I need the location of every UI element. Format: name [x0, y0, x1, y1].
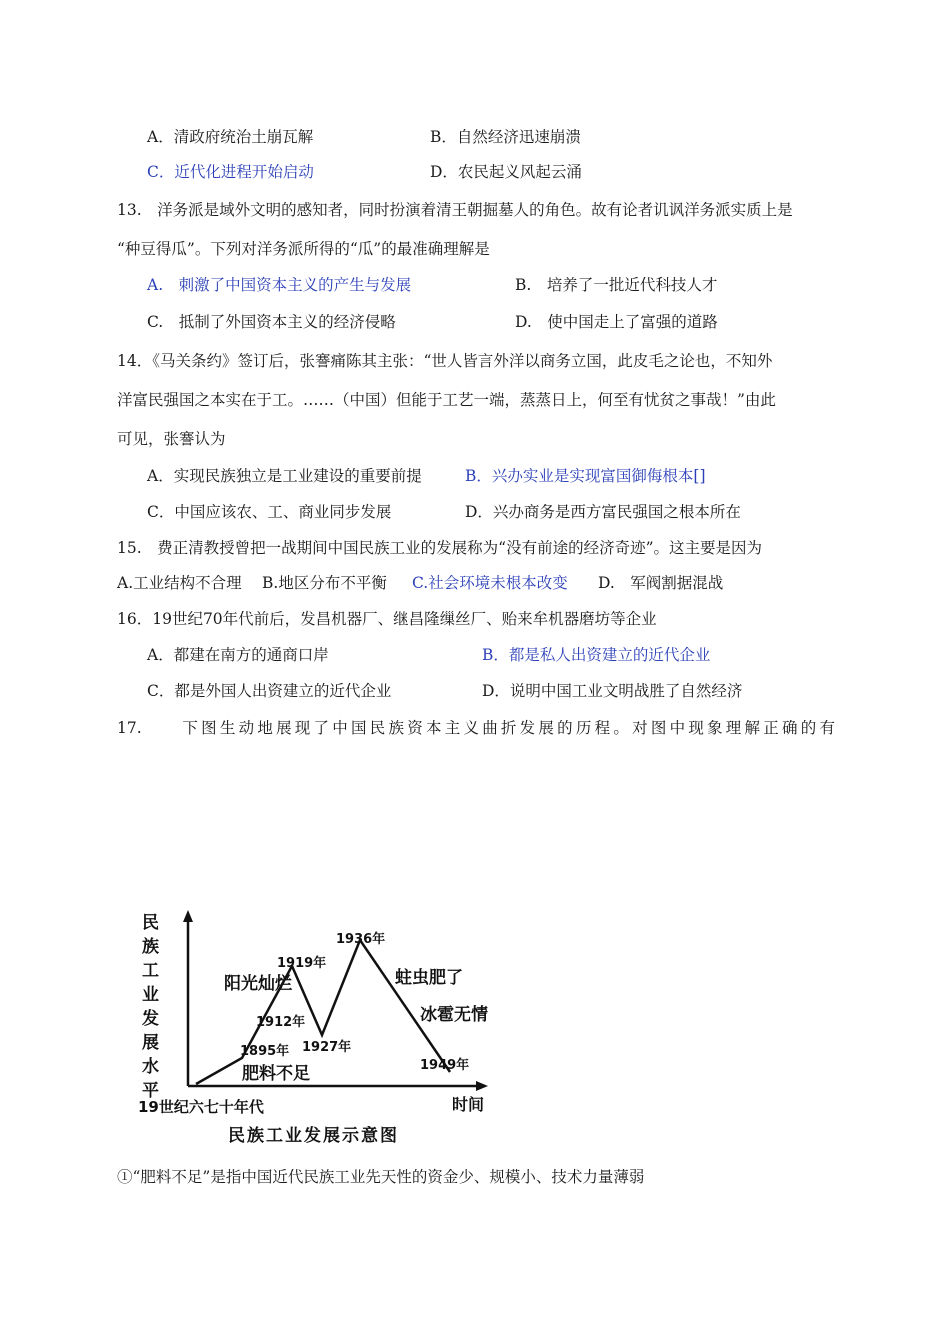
q17-stem: 17. 下图生动地展现了中国民族资本主义曲折发展的历程。对图中现象理解正确的有 [117, 719, 835, 737]
y-axis-char: 业 [142, 985, 159, 1005]
annotation-fertilizer: 肥料不足 [242, 1064, 310, 1084]
q16-option-c: C．都是外国人出资建立的近代企业 [147, 682, 392, 700]
q16-option-a: A．都建在南方的通商口岸 [147, 646, 329, 664]
x-axis-label: 时间 [452, 1095, 485, 1114]
industry-development-figure [132, 898, 524, 1153]
q13-option-a: A. 刺激了中国资本主义的产生与发展 [147, 276, 412, 294]
q13-stem-line1: 13. 洋务派是域外文明的感知者，同时扮演着清王朝掘墓人的角色。故有论者讥讽洋务派实质上是 [117, 201, 793, 219]
q14-option-c: C．中国应该农、工、商业同步发展 [147, 503, 392, 521]
annotation-sunshine: 阳光灿烂 [224, 974, 292, 994]
q14-stem-line3: 可见，张謇认为 [117, 430, 226, 448]
q15-option-c: C.社会环境未根本改变 [412, 574, 568, 592]
q13-stem-line2: “种豆得瓜”。下列对洋务派所得的“瓜”的最准确理解是 [117, 240, 490, 258]
y-axis-char: 水 [142, 1057, 159, 1077]
q12-option-b: B．自然经济迅速崩溃 [430, 128, 581, 146]
q12-option-c: C．近代化进程开始启动 [147, 163, 314, 181]
point-label-1895: 1895年 [240, 1044, 290, 1059]
y-axis-char: 发 [142, 1009, 159, 1029]
q15-stem: 15. 费正清教授曾把一战期间中国民族工业的发展称为“没有前途的经济奇迹”。这主要是因为 [117, 539, 763, 557]
point-label-1936: 1936年 [336, 932, 386, 947]
q15-option-b: B.地区分布不平衡 [262, 574, 387, 592]
q15-option-d: D. 军阀割据混战 [598, 574, 724, 592]
x-axis-arrow-icon [476, 1081, 488, 1091]
q12-option-d: D．农民起义风起云涌 [430, 163, 582, 181]
x-axis-origin-label: 19世纪六七十年代 [138, 1098, 264, 1116]
point-label-1912: 1912年 [256, 1015, 306, 1030]
q14-stem-line1: 14．《马关条约》签订后，张謇痛陈其主张：“世人皆言外洋以商务立国，此皮毛之论也，不知外 [117, 352, 773, 370]
y-axis-label [141, 913, 159, 1101]
point-label-1949: 1949年 [420, 1058, 470, 1073]
annotation-hail: 冰雹无情 [420, 1005, 488, 1025]
q15-option-a: A.工业结构不合理 [117, 574, 242, 592]
q13-option-b: B. 培养了一批近代科技人才 [515, 276, 718, 294]
q12-option-a: A．清政府统治土崩瓦解 [147, 128, 314, 146]
y-axis-char: 展 [142, 1033, 159, 1053]
y-axis-arrow-icon [183, 910, 193, 922]
y-axis-char: 民 [142, 913, 159, 933]
q14-option-a: A．实现民族独立是工业建设的重要前提 [147, 467, 422, 485]
point-label-1927: 1927年 [302, 1040, 352, 1055]
annotation-pests: 蛀虫肥了 [395, 968, 463, 988]
y-axis-char: 工 [142, 961, 159, 981]
y-axis-char: 平 [142, 1081, 159, 1101]
q16-stem: 16．19世纪70年代前后，发昌机器厂、继昌隆缫丝厂、贻来牟机器磨坊等企业 [117, 610, 657, 628]
q17-item-1: ①“肥料不足”是指中国近代民族工业先天性的资金少、规模小、技术力量薄弱 [117, 1168, 645, 1186]
q16-option-b: B．都是私人出资建立的近代企业 [482, 646, 711, 664]
q14-option-d: D．兴办商务是西方富民强国之根本所在 [465, 503, 741, 521]
point-label-1919: 1919年 [277, 956, 327, 971]
q14-option-b: B．兴办实业是实现富国御侮根本[] [465, 467, 706, 485]
q16-option-d: D．说明中国工业文明战胜了自然经济 [482, 682, 743, 700]
q13-option-d: D. 使中国走上了富强的道路 [515, 313, 718, 331]
figure-caption: 民族工业发展示意图 [228, 1126, 399, 1146]
q13-option-c: C. 抵制了外国资本主义的经济侵略 [147, 313, 396, 331]
y-axis-char: 族 [142, 937, 159, 957]
q14-stem-line2: 洋富民强国之本实在于工。……（中国）但能于工艺一端，蒸蒸日上，何至有忧贫之事哉！”由此 [117, 391, 776, 409]
